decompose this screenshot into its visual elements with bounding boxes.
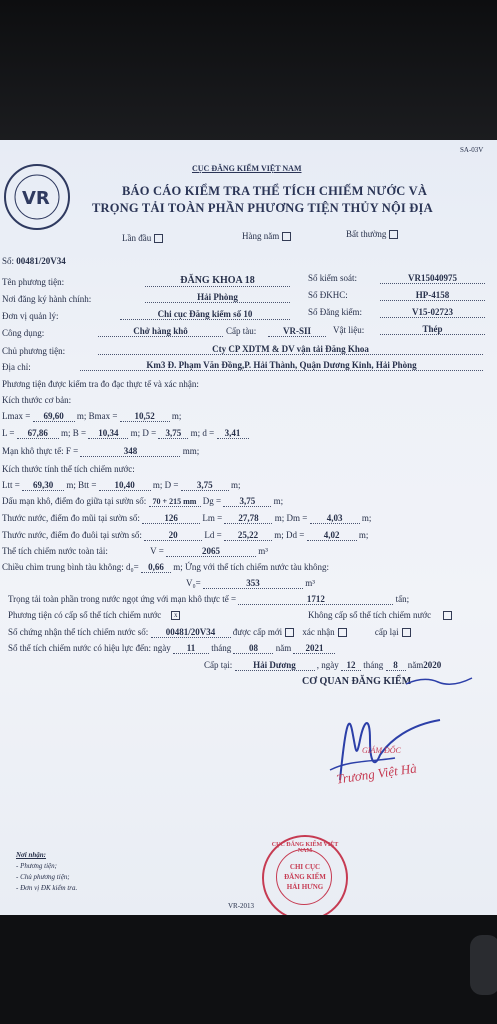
vat-lieu-label: Vật liệu: [333,325,365,335]
vietnam-register-logo [2,162,72,232]
so-dkhc-label: Số ĐKHC: [308,290,348,300]
mui-row: Thước nước, điểm đo mũi tại sườn số: 126 Lm = 27,78 m; Dm = 4,03 m; [2,513,372,523]
agency-name: CỤC ĐĂNG KIỂM VIỆT NAM [192,164,302,173]
so-dkhc-value: HP-4158 [380,290,485,301]
so-chung-nhan-value: 00481/20V34 [151,627,231,638]
dau-man-row: Dấu mạn khô, điểm đo giữa tại sườn số: 70 + 215 mm Dg = 3,75 m; [2,496,284,506]
cap-moi-checkbox[interactable] [285,628,294,637]
dia-chi-value: Km3 Đ. Phạm Văn Đồng,P. Hải Thành, Quận Dương Kinh, Hải Phòng [80,360,483,371]
bat-thuong-option: Bất thường [346,229,398,239]
d2-value: 3,75 [181,480,229,491]
title-line-1: BÁO CÁO KIỂM TRA THỂ TÍCH CHIẾM NƯỚC VÀ [122,184,428,198]
stamp-line-1: CHI CỤC [289,863,321,871]
so-dang-kiem-value: V15-02723 [380,307,485,318]
cong-dung-value: Chở hàng khô [98,326,223,337]
dm-value: 4,03 [310,513,360,524]
chu-pt-label: Chủ phương tiện: [2,346,66,356]
ltt-value: 69,30 [22,480,64,491]
noi-nhan-1: - Phương tiện; [16,862,57,870]
man-kho-value: 348 [80,446,180,457]
noi-dk-value: Hải Phòng [145,292,290,303]
so-chung-nhan-row: Số chứng nhận thể tích chiếm nước số: 00481/20V34 được cấp mới xác nhận cấp lại [8,627,411,638]
giam-doc-title: GIÁM ĐỐC [362,746,401,755]
xac-nhan-checkbox[interactable] [338,628,347,637]
btt-value: 10,40 [99,480,151,491]
small-d-value: 3,41 [217,428,249,439]
dg-value: 3,75 [223,496,271,507]
co-cap-row: Phương tiện có cấp sổ thể tích chiếm nước x [8,610,180,620]
ltt-row: Ltt = 69,30 m; Btt = 10,40 m; D = 3,75 m; [2,480,241,490]
kt-tinh-label: Kích thước tính thể tích chiếm nước: [2,464,135,474]
v0-value: 353 [203,578,303,589]
ten-pt-label: Tên phương tiện: [2,277,65,287]
d-value: 3,75 [158,428,188,439]
kich-thuoc-label: Kích thước cơ bản: [2,395,72,405]
the-tich-row: Thể tích chiếm nước toàn tải: V = 2065 m³ [2,546,268,556]
noi-dk-label: Nơi đăng ký hành chính: [2,294,92,304]
dia-chi-label: Địa chỉ: [2,362,31,372]
lan-dau-option: Lần đầu [122,233,163,243]
stamp-line-2: ĐĂNG KIỂM [284,873,326,881]
b-value: 10,34 [88,428,128,439]
dau-man-value: 70 + 215 mm [149,497,201,507]
stamp-ring-text: CỤC ĐĂNG KIỂM VIỆT NAM [271,842,339,854]
dark-background-bottom [0,915,497,1024]
hieu-luc-row: Sổ thể tích chiếm nước có hiệu lực đến: ngày 11 tháng 08 năm 2021 [8,643,335,654]
lmax-value: 69,60 [33,411,75,422]
report-document [0,140,497,915]
chu-pt-value: Cty CP XDTM & DV vận tải Đăng Khoa [98,344,483,355]
do-dac-label: Phương tiện được kiểm tra đo đạc thực tế và xác nhận: [2,379,199,389]
ten-pt-value: ĐĂNG KHOA 18 [145,275,290,287]
co-cap-checkbox[interactable]: x [171,611,180,620]
cap-lai-checkbox[interactable] [402,628,411,637]
bmax-value: 10,52 [120,411,170,422]
don-vi-label: Đơn vị quản lý: [2,311,59,321]
title-line-2: TRỌNG TẢI TOÀN PHẦN PHƯƠNG TIỆN THỦY NỘI ĐỊA [92,201,433,215]
so-dang-kiem-label: Số Đăng kiểm: [308,307,362,317]
report-number: Số: 00481/20V34 [2,256,66,266]
cap-tau-label: Cấp tàu: [226,326,257,336]
dark-background-top [0,0,497,150]
issue-month: 8 [386,660,406,671]
dd-value: 4,02 [307,530,357,541]
khong-cap-checkbox[interactable] [443,611,452,620]
signature-mark-top [404,674,474,693]
cong-dung-label: Công dụng: [2,328,45,338]
bat-thuong-checkbox[interactable] [389,230,398,239]
duoi-row: Thước nước, điểm đo đuôi tại sườn số: 20 Ld = 25,22 m; Dd = 4,02 m; [2,530,369,540]
lmax-row: Lmax = 69,60 m; Bmax = 10,52 m; [2,411,182,421]
issue-day: 12 [341,660,361,671]
trong-tai-value: 1712 [238,594,393,605]
man-kho-row: Mạn khô thực tế: F = 348 mm; [2,446,200,456]
hang-nam-checkbox[interactable] [282,232,291,241]
l-b-d-row: L = 67,86 m; B = 10,34 m; D = 3,75 m; d = 3,41 [2,428,249,439]
noi-nhan-3: - Đơn vị ĐK kiểm tra. [16,884,78,892]
cap-tau-value: VR-SII [268,326,326,337]
don-vi-value: Chi cục Đăng kiểm số 10 [120,309,290,320]
finger-shadow [470,935,497,995]
v-value: 2065 [166,546,256,557]
lm-value: 27,78 [224,513,272,524]
official-stamp [262,835,348,921]
lan-dau-checkbox[interactable] [154,234,163,243]
hieu-luc-nam: 2021 [293,643,335,654]
issue-year: 2020 [423,660,442,670]
noi-nhan-2: - Chủ phương tiện; [16,873,70,881]
co-quan-dang-kiem: CƠ QUAN ĐĂNG KIỂM [302,676,412,687]
so-kiem-soat-label: Số kiểm soát: [308,273,357,283]
khong-cap-row: Không cấp sổ thể tích chiếm nước [308,610,452,620]
so-kiem-soat-value: VR15040975 [380,273,485,284]
footer-code: VR-2013 [228,902,255,910]
l-value: 67,86 [17,428,59,439]
hieu-luc-ngay: 11 [173,643,209,654]
mui-value: 126 [142,513,200,524]
v0-row: V₀= 353 m³ [186,578,315,588]
chieu-chim-row: Chiều chìm trung bình tàu không: d₀= 0,66 m; Ứng với thể tích chiếm nước tàu không: [2,562,330,572]
d0-value: 0,66 [141,562,171,573]
hieu-luc-thang: 08 [233,643,273,654]
cap-tai-row: Cấp tại: Hải Dương , ngày 12 tháng 8 năm2020 [204,660,442,670]
vat-lieu-value: Thép [380,324,485,335]
trong-tai-row: Trọng tải toàn phần trong nước ngọt ứng với mạn khô thực tế = 1712 tấn; [8,594,410,604]
noi-nhan-heading: Nơi nhận: [16,851,47,859]
svg-text:VR: VR [22,188,50,209]
stamp-line-3: HẢI HƯNG [286,883,324,891]
form-code: SA-03V [460,146,484,154]
hang-nam-option: Hàng năm [242,231,291,241]
ld-value: 25,22 [224,530,272,541]
duoi-value: 20 [144,530,202,541]
cap-tai-value: Hải Dương [235,660,315,671]
director-name: Trương Việt Hà [335,760,418,787]
